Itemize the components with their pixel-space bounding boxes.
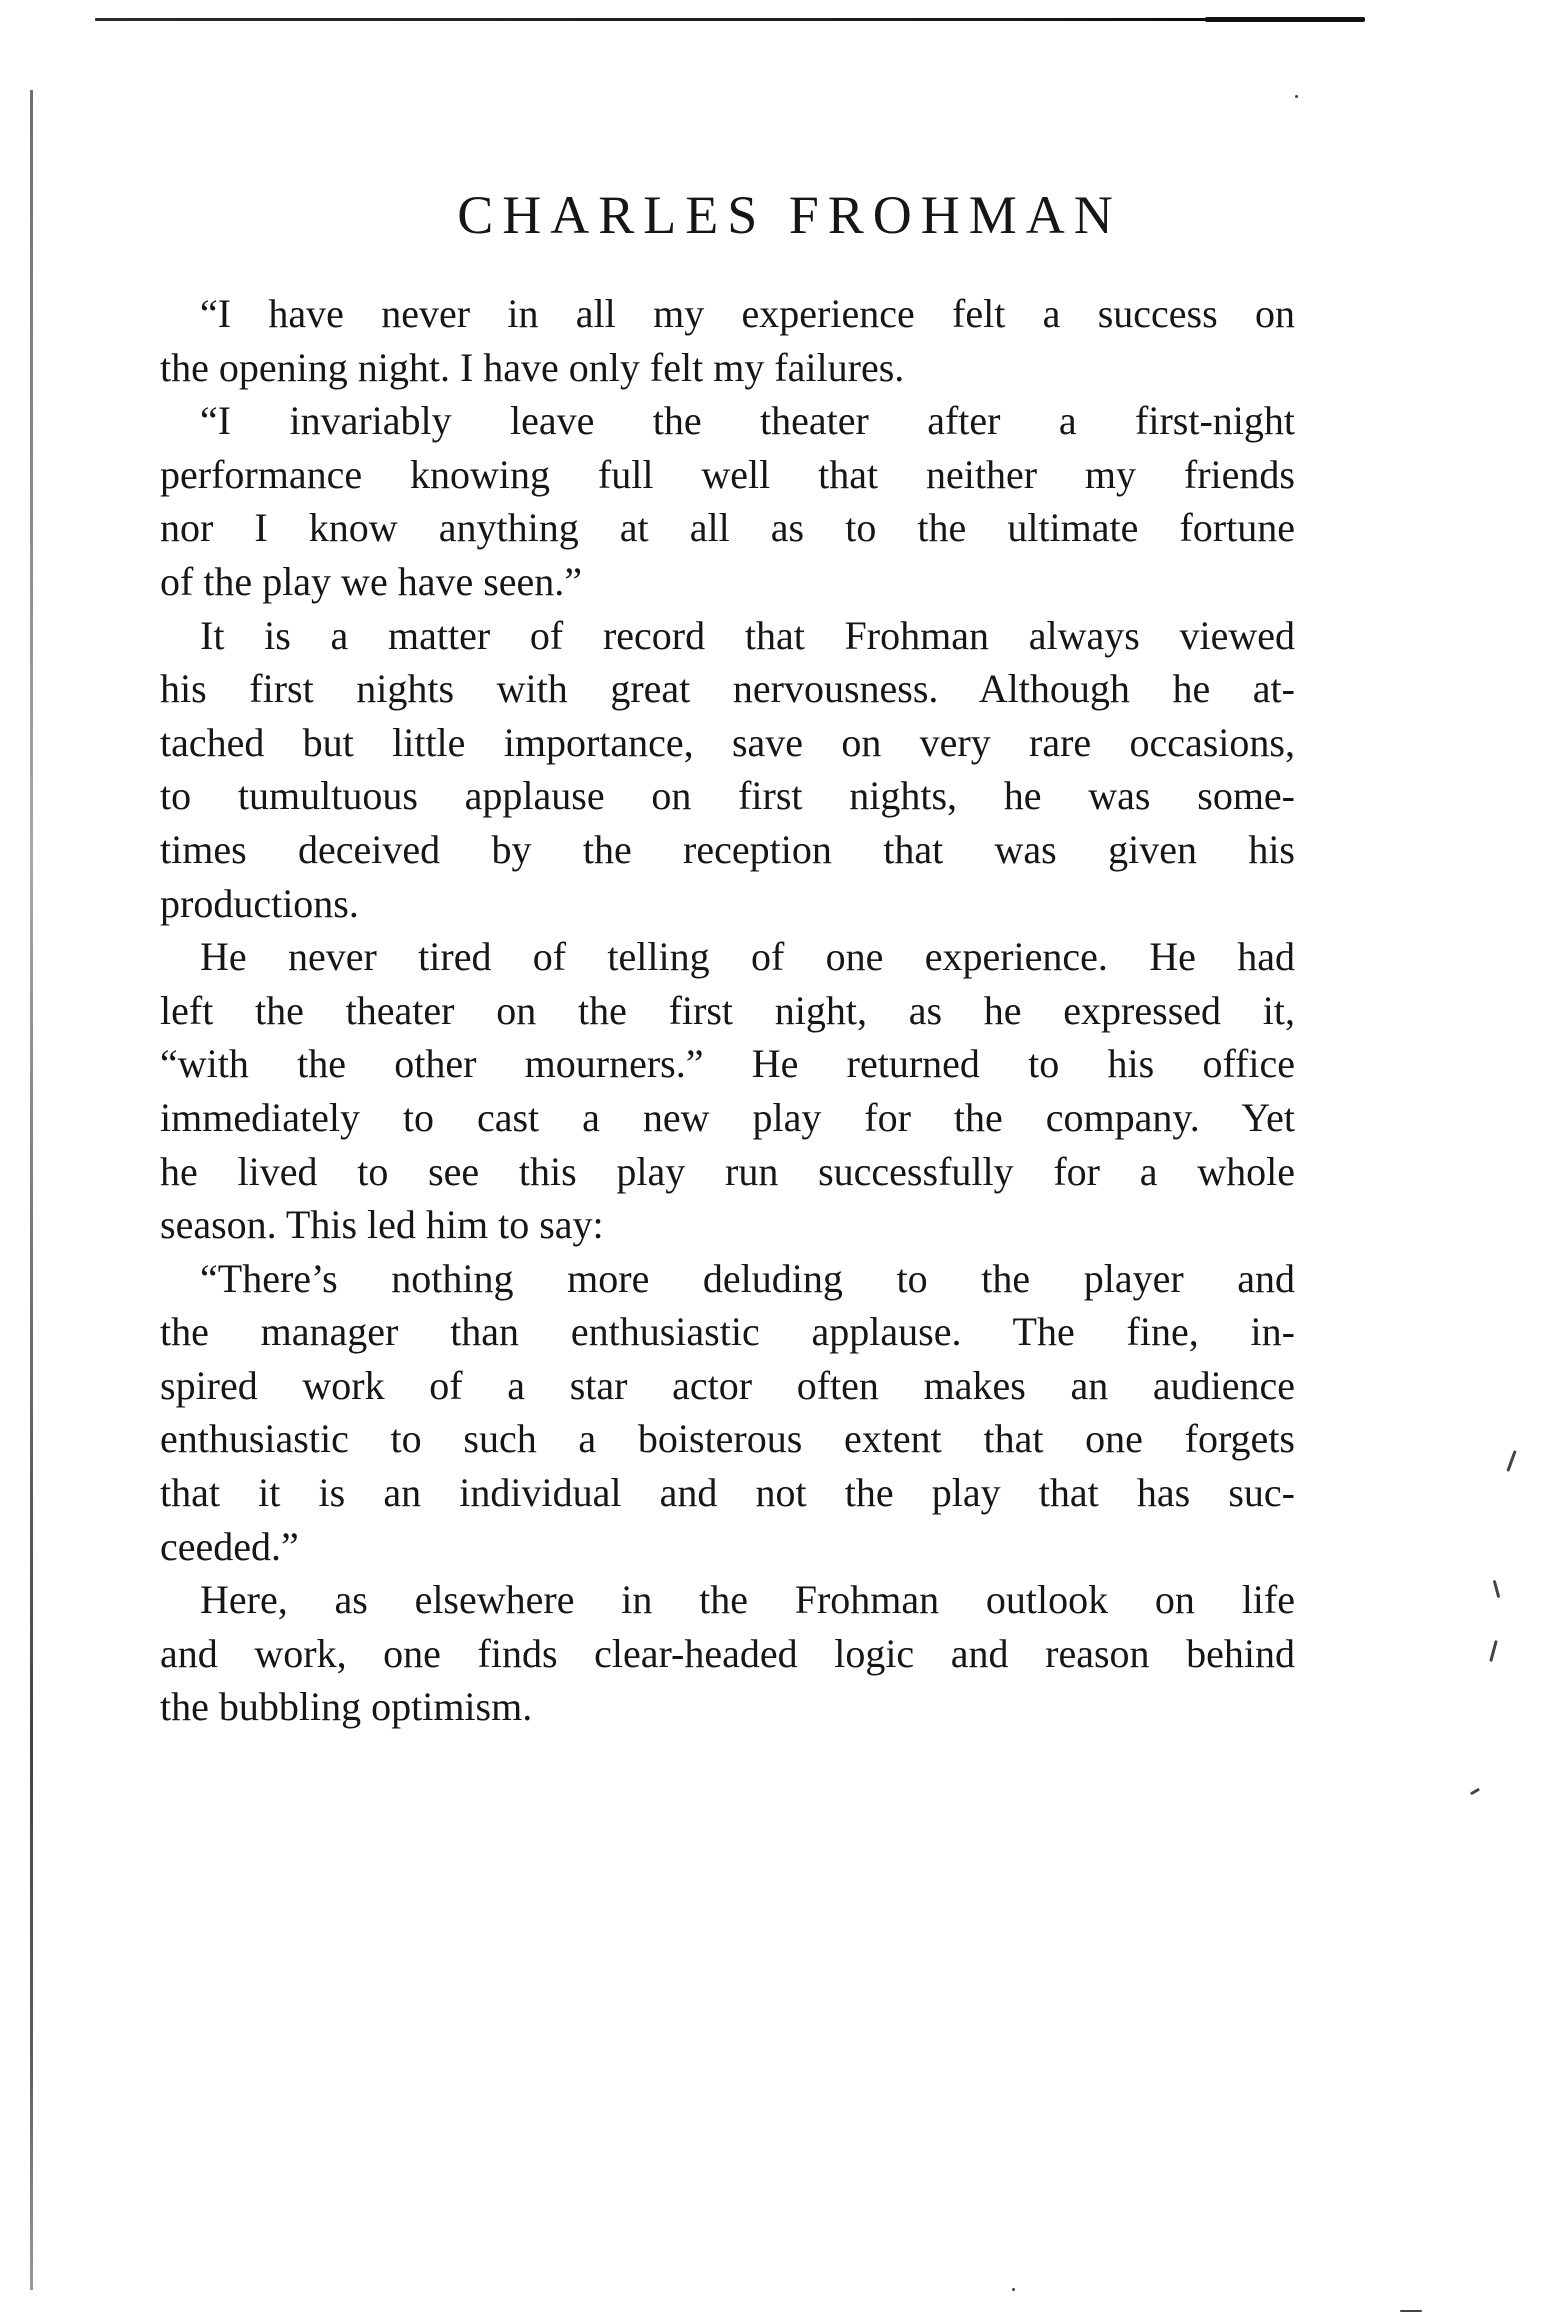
scan-speck (1493, 1580, 1501, 1598)
text-line: productions. (160, 880, 359, 926)
scan-top-rule (95, 18, 1365, 21)
text-line: immediately to cast a new play for the company. Yet (160, 1094, 1295, 1140)
text-line: “with the other mourners.” He returned to his office (160, 1041, 1295, 1087)
scan-speck (1400, 2310, 1422, 2312)
text-line: Here, as elsewhere in the Frohman outlook on life (200, 1577, 1295, 1623)
text-line: his first nights with great nervousness. Although he at- (160, 666, 1295, 712)
text-line: that it is an individual and not the play that has suc- (160, 1470, 1295, 1516)
paragraph (160, 1573, 1295, 1734)
page-title: CHARLES FROHMAN (457, 185, 1122, 245)
scan-speck (1489, 1640, 1498, 1662)
text-line: “I invariably leave the theater after a first-night (200, 398, 1295, 444)
text-line: spired work of a star actor often makes an audience (160, 1362, 1295, 1408)
paragraph (160, 394, 1295, 608)
text-line: performance knowing full well that neither my friends (160, 451, 1295, 497)
text-line: times deceived by the reception that was given his (160, 826, 1295, 872)
text-line: the opening night. I have only felt my failures. (160, 344, 905, 390)
scan-speck (1506, 1450, 1516, 1472)
text-line: nor I know anything at all as to the ultimate fortune (160, 505, 1295, 551)
paragraph (160, 930, 1295, 1252)
text-line: to tumultuous applause on first nights, he was some- (160, 773, 1295, 819)
scan-speck (1470, 1788, 1480, 1796)
scan-speck (1012, 2288, 1015, 2291)
paragraph (160, 609, 1295, 931)
text-line: the manager than enthusiastic applause. The fine, in- (160, 1309, 1295, 1355)
text-line: ceeded.” (160, 1523, 299, 1569)
scan-speck (1295, 95, 1298, 98)
text-line: and work, one finds clear-headed logic and reason behind (160, 1630, 1295, 1676)
text-line: tached but little importance, save on very rare occasions, (160, 719, 1295, 765)
text-line: he lived to see this play run successfully for a whole (160, 1148, 1295, 1194)
text-line: season. This led him to say: (160, 1202, 604, 1248)
paragraph (160, 1252, 1295, 1574)
text-line: left the theater on the first night, as he expressed it, (160, 987, 1295, 1033)
body-text (160, 287, 1295, 1734)
text-line: “I have never in all my experience felt a success on (200, 291, 1295, 336)
text-line: He never tired of telling of one experience. He had (200, 934, 1295, 980)
text-line: It is a matter of record that Frohman always viewed (200, 612, 1295, 658)
paragraph (160, 287, 1295, 394)
scan-binding-edge (30, 90, 33, 2290)
text-line: “There’s nothing more deluding to the player and (200, 1255, 1295, 1301)
text-line: enthusiastic to such a boisterous extent that one forgets (160, 1416, 1295, 1462)
text-line: the bubbling optimism. (160, 1684, 533, 1730)
text-line: of the play we have seen.” (160, 558, 583, 604)
